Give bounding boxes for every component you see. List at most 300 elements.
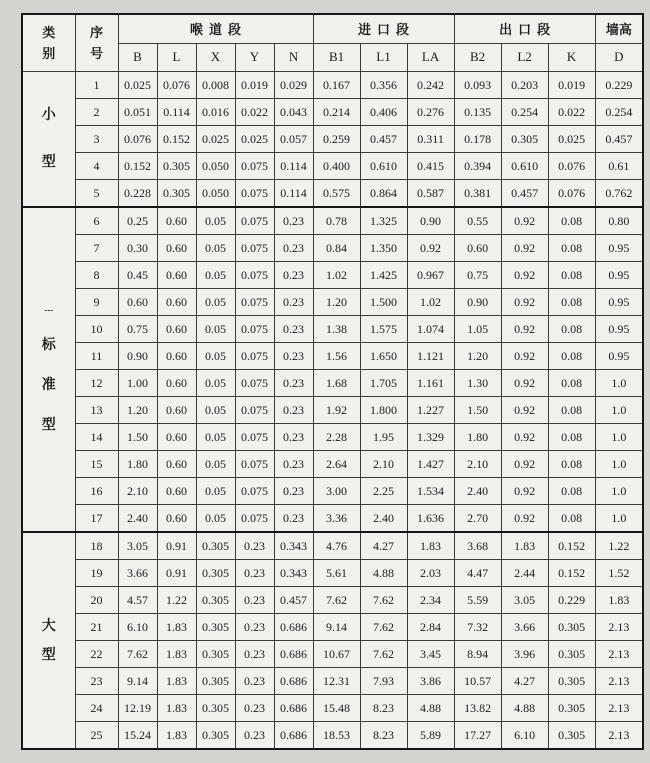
value-cell: 0.276 — [407, 99, 454, 126]
value-cell: 2.13 — [595, 641, 643, 668]
value-cell: 0.90 — [407, 207, 454, 235]
value-cell: 0.60 — [157, 505, 196, 533]
value-cell: 6.10 — [118, 614, 157, 641]
value-cell: 4.47 — [454, 560, 501, 587]
value-cell: 0.864 — [360, 180, 407, 208]
value-cell: 0.08 — [548, 370, 595, 397]
table-row — [22, 560, 643, 587]
value-cell: 0.05 — [196, 370, 235, 397]
col-header-L2: L2 — [501, 43, 548, 72]
value-cell: 3.86 — [407, 668, 454, 695]
value-cell: 0.61 — [595, 153, 643, 180]
value-cell: 0.23 — [235, 614, 274, 641]
value-cell: 0.762 — [595, 180, 643, 208]
value-cell: 0.95 — [595, 289, 643, 316]
value-cell: 0.178 — [454, 126, 501, 153]
value-cell: 0.610 — [360, 153, 407, 180]
category-dash: --- — [44, 304, 54, 315]
value-cell: 0.076 — [548, 180, 595, 208]
header-category-char: 别 — [42, 45, 56, 61]
value-cell: 3.36 — [313, 505, 360, 533]
value-cell: 1.83 — [157, 641, 196, 668]
value-cell: 1.575 — [360, 316, 407, 343]
value-cell: 3.66 — [501, 614, 548, 641]
value-cell: 6.10 — [501, 722, 548, 750]
value-cell: 15.48 — [313, 695, 360, 722]
header-index-char: 序 — [89, 24, 103, 40]
value-cell: 0.075 — [235, 397, 274, 424]
value-cell: 0.05 — [196, 207, 235, 235]
value-cell: 0.60 — [157, 316, 196, 343]
group-header-2: 出口段 — [454, 14, 595, 43]
value-cell: 1.56 — [313, 343, 360, 370]
value-cell: 0.08 — [548, 207, 595, 235]
col-header-Y: Y — [235, 43, 274, 72]
row-number-cell: 7 — [75, 235, 118, 262]
value-cell: 0.23 — [235, 560, 274, 587]
value-cell: 1.0 — [595, 505, 643, 533]
table-row — [22, 397, 643, 424]
table-row — [22, 478, 643, 505]
value-cell: 0.305 — [196, 532, 235, 560]
value-cell: 2.44 — [501, 560, 548, 587]
category-label — [23, 619, 75, 663]
value-cell: 0.229 — [595, 72, 643, 99]
category-char: 大 — [41, 618, 56, 634]
value-cell: 1.425 — [360, 262, 407, 289]
value-cell: 1.22 — [157, 587, 196, 614]
value-cell: 4.88 — [501, 695, 548, 722]
value-cell: 7.93 — [360, 668, 407, 695]
table-row — [22, 99, 643, 126]
value-cell: 0.08 — [548, 289, 595, 316]
value-cell: 18.53 — [313, 722, 360, 750]
value-cell: 1.02 — [407, 289, 454, 316]
value-cell: 1.68 — [313, 370, 360, 397]
col-header-L: L — [157, 43, 196, 72]
table-row — [22, 587, 643, 614]
value-cell: 10.67 — [313, 641, 360, 668]
value-cell: 1.325 — [360, 207, 407, 235]
value-cell: 0.23 — [235, 641, 274, 668]
category-label — [23, 304, 75, 433]
value-cell: 7.62 — [360, 641, 407, 668]
row-number-cell: 6 — [75, 207, 118, 235]
value-cell: 0.135 — [454, 99, 501, 126]
value-cell: 4.57 — [118, 587, 157, 614]
value-cell: 0.381 — [454, 180, 501, 208]
value-cell: 0.114 — [274, 153, 313, 180]
value-cell: 0.305 — [196, 614, 235, 641]
value-cell: 0.025 — [118, 72, 157, 99]
value-cell: 0.05 — [196, 289, 235, 316]
value-cell: 0.84 — [313, 235, 360, 262]
value-cell: 1.0 — [595, 451, 643, 478]
value-cell: 0.343 — [274, 560, 313, 587]
table-row — [22, 180, 643, 208]
value-cell: 1.83 — [157, 614, 196, 641]
value-cell: 0.95 — [595, 343, 643, 370]
col-header-L1: L1 — [360, 43, 407, 72]
value-cell: 0.60 — [157, 289, 196, 316]
value-cell: 0.05 — [196, 505, 235, 533]
value-cell: 0.019 — [548, 72, 595, 99]
table-row — [22, 262, 643, 289]
value-cell: 0.051 — [118, 99, 157, 126]
table-body — [22, 72, 643, 750]
row-number-cell: 19 — [75, 560, 118, 587]
value-cell: 2.13 — [595, 722, 643, 750]
value-cell: 0.23 — [235, 695, 274, 722]
value-cell: 0.08 — [548, 424, 595, 451]
value-cell: 0.022 — [235, 99, 274, 126]
row-number-cell: 11 — [75, 343, 118, 370]
value-cell: 0.305 — [548, 641, 595, 668]
table-row — [22, 424, 643, 451]
value-cell: 0.075 — [235, 505, 274, 533]
value-cell: 0.305 — [157, 153, 196, 180]
value-cell: 1.074 — [407, 316, 454, 343]
group-header-1: 进口段 — [313, 14, 454, 43]
value-cell: 1.0 — [595, 478, 643, 505]
col-header-B2: B2 — [454, 43, 501, 72]
value-cell: 0.305 — [196, 695, 235, 722]
value-cell: 0.016 — [196, 99, 235, 126]
value-cell: 0.050 — [196, 153, 235, 180]
value-cell: 7.62 — [360, 614, 407, 641]
value-cell: 0.228 — [118, 180, 157, 208]
value-cell: 0.60 — [157, 235, 196, 262]
value-cell: 8.23 — [360, 695, 407, 722]
value-cell: 0.05 — [196, 478, 235, 505]
value-cell: 0.457 — [360, 126, 407, 153]
value-cell: 1.650 — [360, 343, 407, 370]
table-head — [22, 14, 643, 72]
value-cell: 1.20 — [313, 289, 360, 316]
value-cell: 2.40 — [454, 478, 501, 505]
value-cell: 0.076 — [118, 126, 157, 153]
table-row — [22, 614, 643, 641]
value-cell: 1.227 — [407, 397, 454, 424]
table-row — [22, 153, 643, 180]
value-cell: 0.019 — [235, 72, 274, 99]
value-cell: 1.800 — [360, 397, 407, 424]
value-cell: 0.394 — [454, 153, 501, 180]
value-cell: 5.89 — [407, 722, 454, 750]
value-cell: 0.305 — [548, 614, 595, 641]
row-number-cell: 15 — [75, 451, 118, 478]
value-cell: 0.05 — [196, 316, 235, 343]
value-cell: 12.19 — [118, 695, 157, 722]
value-cell: 0.23 — [274, 370, 313, 397]
value-cell: 7.62 — [313, 587, 360, 614]
value-cell: 0.075 — [235, 316, 274, 343]
value-cell: 1.534 — [407, 478, 454, 505]
value-cell: 0.78 — [313, 207, 360, 235]
value-cell: 0.075 — [235, 289, 274, 316]
value-cell: 1.92 — [313, 397, 360, 424]
value-cell: 1.83 — [595, 587, 643, 614]
value-cell: 3.68 — [454, 532, 501, 560]
value-cell: 13.82 — [454, 695, 501, 722]
value-cell: 0.457 — [274, 587, 313, 614]
value-cell: 3.00 — [313, 478, 360, 505]
value-cell: 0.029 — [274, 72, 313, 99]
value-cell: 0.075 — [235, 478, 274, 505]
group-header-0: 喉道段 — [118, 14, 313, 43]
value-cell: 0.305 — [196, 641, 235, 668]
value-cell: 1.121 — [407, 343, 454, 370]
value-cell: 0.92 — [501, 451, 548, 478]
header-index — [75, 14, 118, 72]
value-cell: 0.025 — [548, 126, 595, 153]
value-cell: 1.83 — [157, 695, 196, 722]
value-cell: 0.242 — [407, 72, 454, 99]
table-row — [22, 126, 643, 153]
value-cell: 1.0 — [595, 424, 643, 451]
value-cell: 2.34 — [407, 587, 454, 614]
value-cell: 2.28 — [313, 424, 360, 451]
value-cell: 0.95 — [595, 235, 643, 262]
value-cell: 7.62 — [360, 587, 407, 614]
value-cell: 0.08 — [548, 397, 595, 424]
value-cell: 0.043 — [274, 99, 313, 126]
value-cell: 0.967 — [407, 262, 454, 289]
value-cell: 0.686 — [274, 641, 313, 668]
value-cell: 0.90 — [454, 289, 501, 316]
value-cell: 0.343 — [274, 532, 313, 560]
row-number-cell: 13 — [75, 397, 118, 424]
value-cell: 0.305 — [548, 668, 595, 695]
value-cell: 0.400 — [313, 153, 360, 180]
value-cell: 3.96 — [501, 641, 548, 668]
value-cell: 0.229 — [548, 587, 595, 614]
table-row — [22, 722, 643, 750]
value-cell: 8.23 — [360, 722, 407, 750]
value-cell: 0.08 — [548, 451, 595, 478]
value-cell: 2.13 — [595, 668, 643, 695]
value-cell: 0.075 — [235, 262, 274, 289]
row-number-cell: 4 — [75, 153, 118, 180]
value-cell: 2.40 — [360, 505, 407, 533]
value-cell: 0.23 — [235, 587, 274, 614]
value-cell: 4.27 — [360, 532, 407, 560]
value-cell: 1.83 — [157, 722, 196, 750]
value-cell: 1.705 — [360, 370, 407, 397]
category-char: 型 — [41, 155, 56, 170]
value-cell: 0.05 — [196, 451, 235, 478]
value-cell: 0.075 — [235, 370, 274, 397]
value-cell: 1.38 — [313, 316, 360, 343]
row-number-cell: 1 — [75, 72, 118, 99]
value-cell: 0.057 — [274, 126, 313, 153]
value-cell: 0.075 — [235, 180, 274, 208]
value-cell: 0.05 — [196, 424, 235, 451]
value-cell: 0.075 — [235, 235, 274, 262]
value-cell: 0.08 — [548, 343, 595, 370]
value-cell: 0.050 — [196, 180, 235, 208]
value-cell: 0.114 — [157, 99, 196, 126]
value-cell: 3.05 — [118, 532, 157, 560]
col-header-D: D — [595, 43, 643, 72]
header-row-groups — [22, 14, 643, 43]
value-cell: 3.05 — [501, 587, 548, 614]
value-cell: 0.075 — [235, 451, 274, 478]
header-category-text — [23, 15, 75, 71]
value-cell: 0.92 — [501, 289, 548, 316]
value-cell: 1.161 — [407, 370, 454, 397]
col-header-B: B — [118, 43, 157, 72]
table-row — [22, 532, 643, 560]
value-cell: 0.92 — [501, 397, 548, 424]
row-number-cell: 14 — [75, 424, 118, 451]
value-cell: 0.95 — [595, 262, 643, 289]
value-cell: 0.92 — [407, 235, 454, 262]
value-cell: 0.60 — [157, 424, 196, 451]
value-cell: 8.94 — [454, 641, 501, 668]
row-number-cell: 25 — [75, 722, 118, 750]
value-cell: 0.92 — [501, 424, 548, 451]
value-cell: 0.686 — [274, 695, 313, 722]
category-char: 型 — [41, 417, 56, 433]
category-char: 准 — [41, 377, 56, 393]
value-cell: 0.60 — [157, 262, 196, 289]
value-cell: 2.64 — [313, 451, 360, 478]
value-cell: 0.356 — [360, 72, 407, 99]
value-cell: 0.08 — [548, 235, 595, 262]
value-cell: 0.45 — [118, 262, 157, 289]
value-cell: 2.10 — [118, 478, 157, 505]
value-cell: 0.305 — [548, 695, 595, 722]
value-cell: 1.95 — [360, 424, 407, 451]
group-header-3: 墙高 — [595, 14, 643, 43]
value-cell: 0.686 — [274, 614, 313, 641]
value-cell: 2.10 — [454, 451, 501, 478]
col-header-N: N — [274, 43, 313, 72]
value-cell: 1.500 — [360, 289, 407, 316]
value-cell: 0.92 — [501, 235, 548, 262]
value-cell: 0.08 — [548, 316, 595, 343]
value-cell: 0.259 — [313, 126, 360, 153]
value-cell: 0.415 — [407, 153, 454, 180]
value-cell: 1.50 — [118, 424, 157, 451]
value-cell: 1.0 — [595, 370, 643, 397]
value-cell: 0.23 — [274, 451, 313, 478]
value-cell: 0.203 — [501, 72, 548, 99]
value-cell: 0.60 — [157, 207, 196, 235]
value-cell: 0.23 — [274, 343, 313, 370]
value-cell: 0.30 — [118, 235, 157, 262]
value-cell: 0.23 — [235, 722, 274, 750]
value-cell: 0.92 — [501, 478, 548, 505]
row-number-cell: 20 — [75, 587, 118, 614]
value-cell: 0.80 — [595, 207, 643, 235]
row-number-cell: 9 — [75, 289, 118, 316]
value-cell: 1.52 — [595, 560, 643, 587]
value-cell: 0.025 — [196, 126, 235, 153]
value-cell: 0.022 — [548, 99, 595, 126]
value-cell: 2.70 — [454, 505, 501, 533]
value-cell: 1.30 — [454, 370, 501, 397]
row-number-cell: 16 — [75, 478, 118, 505]
value-cell: 0.23 — [274, 478, 313, 505]
value-cell: 0.23 — [274, 316, 313, 343]
table-row — [22, 343, 643, 370]
row-number-cell: 3 — [75, 126, 118, 153]
category-char: 型 — [41, 647, 56, 663]
value-cell: 15.24 — [118, 722, 157, 750]
table-row — [22, 72, 643, 99]
value-cell: 2.03 — [407, 560, 454, 587]
table-row — [22, 207, 643, 235]
value-cell: 0.08 — [548, 478, 595, 505]
value-cell: 0.686 — [274, 722, 313, 750]
value-cell: 0.92 — [501, 262, 548, 289]
value-cell: 3.66 — [118, 560, 157, 587]
value-cell: 0.60 — [157, 343, 196, 370]
value-cell: 0.075 — [235, 343, 274, 370]
row-number-cell: 21 — [75, 614, 118, 641]
value-cell: 1.80 — [454, 424, 501, 451]
value-cell: 1.02 — [313, 262, 360, 289]
value-cell: 3.45 — [407, 641, 454, 668]
value-cell: 0.60 — [157, 370, 196, 397]
value-cell: 0.75 — [118, 316, 157, 343]
value-cell: 0.92 — [501, 505, 548, 533]
value-cell: 1.83 — [501, 532, 548, 560]
row-number-cell: 23 — [75, 668, 118, 695]
table-row — [22, 289, 643, 316]
value-cell: 0.60 — [157, 451, 196, 478]
value-cell: 0.25 — [118, 207, 157, 235]
row-number-cell: 18 — [75, 532, 118, 560]
header-category — [22, 14, 75, 72]
value-cell: 0.305 — [196, 668, 235, 695]
value-cell: 0.305 — [501, 126, 548, 153]
value-cell: 0.08 — [548, 505, 595, 533]
value-cell: 7.62 — [118, 641, 157, 668]
value-cell: 2.40 — [118, 505, 157, 533]
value-cell: 0.076 — [157, 72, 196, 99]
value-cell: 0.686 — [274, 668, 313, 695]
value-cell: 0.23 — [274, 207, 313, 235]
value-cell: 0.23 — [235, 532, 274, 560]
value-cell: 0.92 — [501, 343, 548, 370]
row-number-cell: 8 — [75, 262, 118, 289]
table-row — [22, 451, 643, 478]
row-number-cell: 22 — [75, 641, 118, 668]
value-cell: 0.305 — [548, 722, 595, 750]
value-cell: 0.152 — [118, 153, 157, 180]
value-cell: 0.075 — [235, 207, 274, 235]
value-cell: 1.0 — [595, 397, 643, 424]
value-cell: 0.587 — [407, 180, 454, 208]
value-cell: 9.14 — [118, 668, 157, 695]
col-header-X: X — [196, 43, 235, 72]
table-row — [22, 668, 643, 695]
value-cell: 0.610 — [501, 153, 548, 180]
value-cell: 0.60 — [157, 397, 196, 424]
value-cell: 7.32 — [454, 614, 501, 641]
table-row — [22, 370, 643, 397]
table-row — [22, 695, 643, 722]
value-cell: 9.14 — [313, 614, 360, 641]
value-cell: 0.60 — [118, 289, 157, 316]
table-row — [22, 641, 643, 668]
value-cell: 2.10 — [360, 451, 407, 478]
value-cell: 0.457 — [501, 180, 548, 208]
value-cell: 12.31 — [313, 668, 360, 695]
